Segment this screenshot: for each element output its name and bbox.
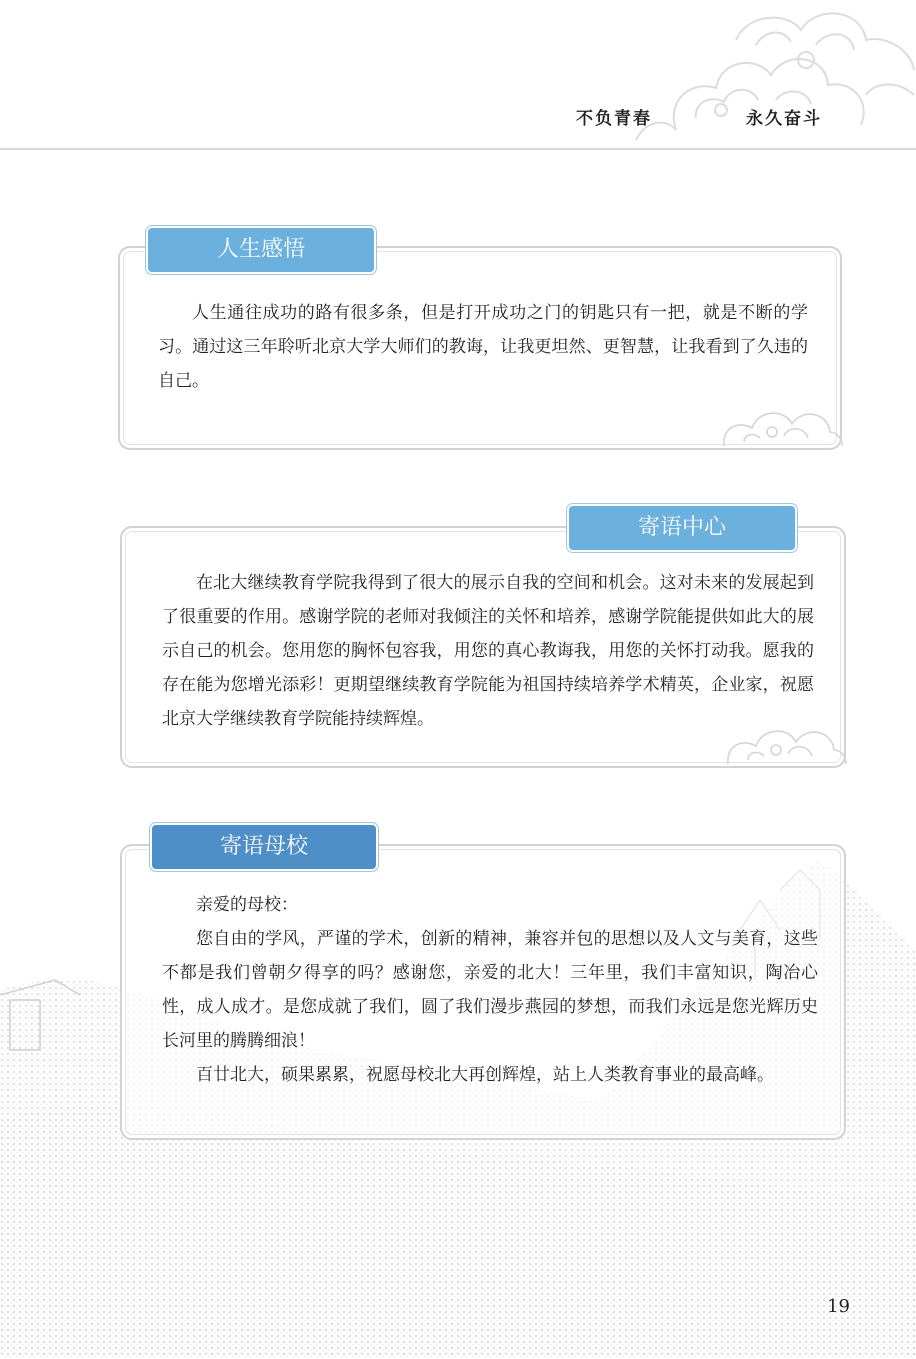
slogan-left: 不负青春 [576, 109, 652, 129]
section-text-message-to-center: 在北大继续教育学院我得到了很大的展示自我的空间和机会。这对未来的发展起到了很重要的作用。感谢学院的老师对我倾注的关怀和培养，感谢学院能提供如此大的展示自己的机会。您用您的胸怀包容我，用您的真心教诲我，用您的关怀打动我。愿我的存在能为您增光添彩！更期望继续教育学院能为祖国持续培养学术精英，企业家，祝愿北京大学继续教育学院能持续辉煌。 [162, 573, 814, 729]
greeting-line: 亲爱的母校： [196, 895, 298, 915]
page-number: 19 [827, 1296, 850, 1317]
closing-paragraph: 百廿北大，硕果累累，祝愿母校北大再创辉煌，站上人类教育事业的最高峰。 [196, 1065, 774, 1085]
section-title-message-to-alma-mater: 寄语母校 [152, 825, 376, 869]
section-title-message-to-center: 寄语中心 [569, 506, 795, 550]
section-title-life-insight: 人生感悟 [148, 228, 374, 272]
section-text-life-insight: 人生通往成功的路有很多条，但是打开成功之门的钥匙只有一把，就是不断的学习。通过这三年聆听北京大学大师们的教诲，让我更坦然、更智慧，让我看到了久违的自己。 [158, 303, 808, 391]
section-text-message-to-alma-mater [162, 888, 818, 1092]
slogan-right: 永久奋斗 [746, 109, 822, 129]
header-divider [0, 148, 916, 150]
cloud-ornament-icon [714, 392, 844, 448]
body-paragraph: 您自由的学风，严谨的学术，创新的精神，兼容并包的思想以及人文与美育，这些不都是我们曾朝夕得享的吗？感谢您，亲爱的北大！三年里，我们丰富知识，陶冶心性，成人成才。是您成就了我们，圆了我们漫步燕园的梦想，而我们永远是您光辉历史长河里的腾腾细浪！ [162, 929, 818, 1051]
